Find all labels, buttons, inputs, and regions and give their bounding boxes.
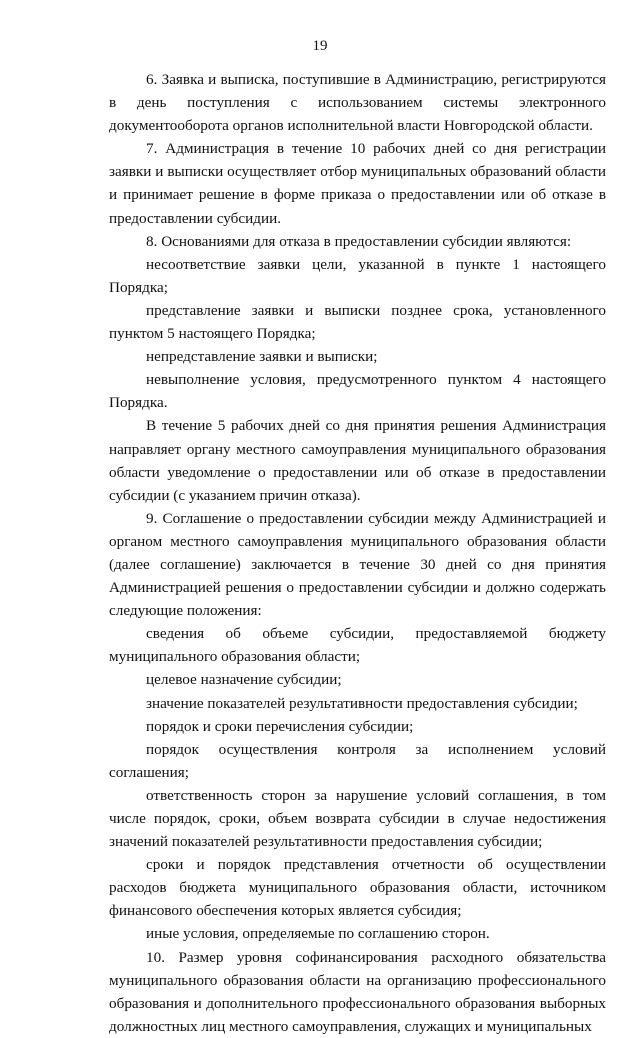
paragraph-10: 10. Размер уровня софинансирования расходного обязательства муниципального образования области на организацию профессионального образования и дополнительного профессионального образования выборных должностных лиц местного самоуправления, служащих и муниципальных bbox=[109, 948, 606, 1035]
list-item: порядок осуществления контроля за исполнением условий соглашения; bbox=[109, 740, 606, 781]
list-item: сроки и порядок представления отчетности об осуществлении расходов бюджета муниципального образования области, источником финансового обеспечения которых является субсидия; bbox=[109, 856, 606, 920]
list-item: порядок и сроки перечисления субсидии; bbox=[146, 717, 414, 735]
page-number: 19 bbox=[312, 38, 328, 54]
paragraph-8: 8. Основаниями для отказа в предоставлении субсидии являются: bbox=[146, 232, 572, 250]
list-item: иные условия, определяемые по соглашению сторон. bbox=[146, 925, 490, 943]
paragraph-notification: В течение 5 рабочих дней со дня принятия решения Администрация направляет органу местного самоуправления муниципального образования области уведомление о предоставлении или об отказе в предоставлении субсидии (с указанием причин отказа). bbox=[109, 417, 606, 504]
list-item: целевое назначение субсидии; bbox=[146, 671, 342, 689]
paragraph-6: 6. Заявка и выписка, поступившие в Администрацию, регистрируются в день поступления с использованием системы электронного документооборота органов исполнительной власти Новгородской области. bbox=[109, 71, 606, 135]
list-item: сведения об объеме субсидии, предоставляемой бюджету муниципального образования области; bbox=[109, 625, 606, 666]
list-item: ответственность сторон за нарушение условий соглашения, в том числе порядок, сроки, объем возврата субсидии в случае недостижения значений показателей результативности предоставления субсидии; bbox=[109, 786, 606, 851]
list-item: представление заявки и выписки позднее срока, установленного пунктом 5 настоящего Порядка; bbox=[109, 301, 606, 343]
paragraph-9: 9. Соглашение о предоставлении субсидии между Администрацией и органом местного самоуправления муниципального образования области (далее соглашение) заключается в течение 30 дней со дня принятия Администрацией решения о предоставлении субсидии и должно содержать следующие положения: bbox=[109, 509, 606, 620]
list-item: непредставление заявки и выписки; bbox=[146, 348, 378, 366]
paragraph-7: 7. Администрация в течение 10 рабочих дней со дня регистрации заявки и выписки осуществляет отбор муниципальных образований области и принимает решение в форме приказа о предоставлении или об отказе в предоставлении субсидии. bbox=[109, 140, 606, 227]
document-body bbox=[109, 68, 606, 1038]
list-item: значение показателей результативности предоставления субсидии; bbox=[146, 694, 578, 712]
list-item: несоответствие заявки цели, указанной в пункте 1 настоящего Порядка; bbox=[109, 255, 606, 296]
list-item: невыполнение условия, предусмотренного пунктом 4 настоящего Порядка. bbox=[109, 371, 606, 412]
